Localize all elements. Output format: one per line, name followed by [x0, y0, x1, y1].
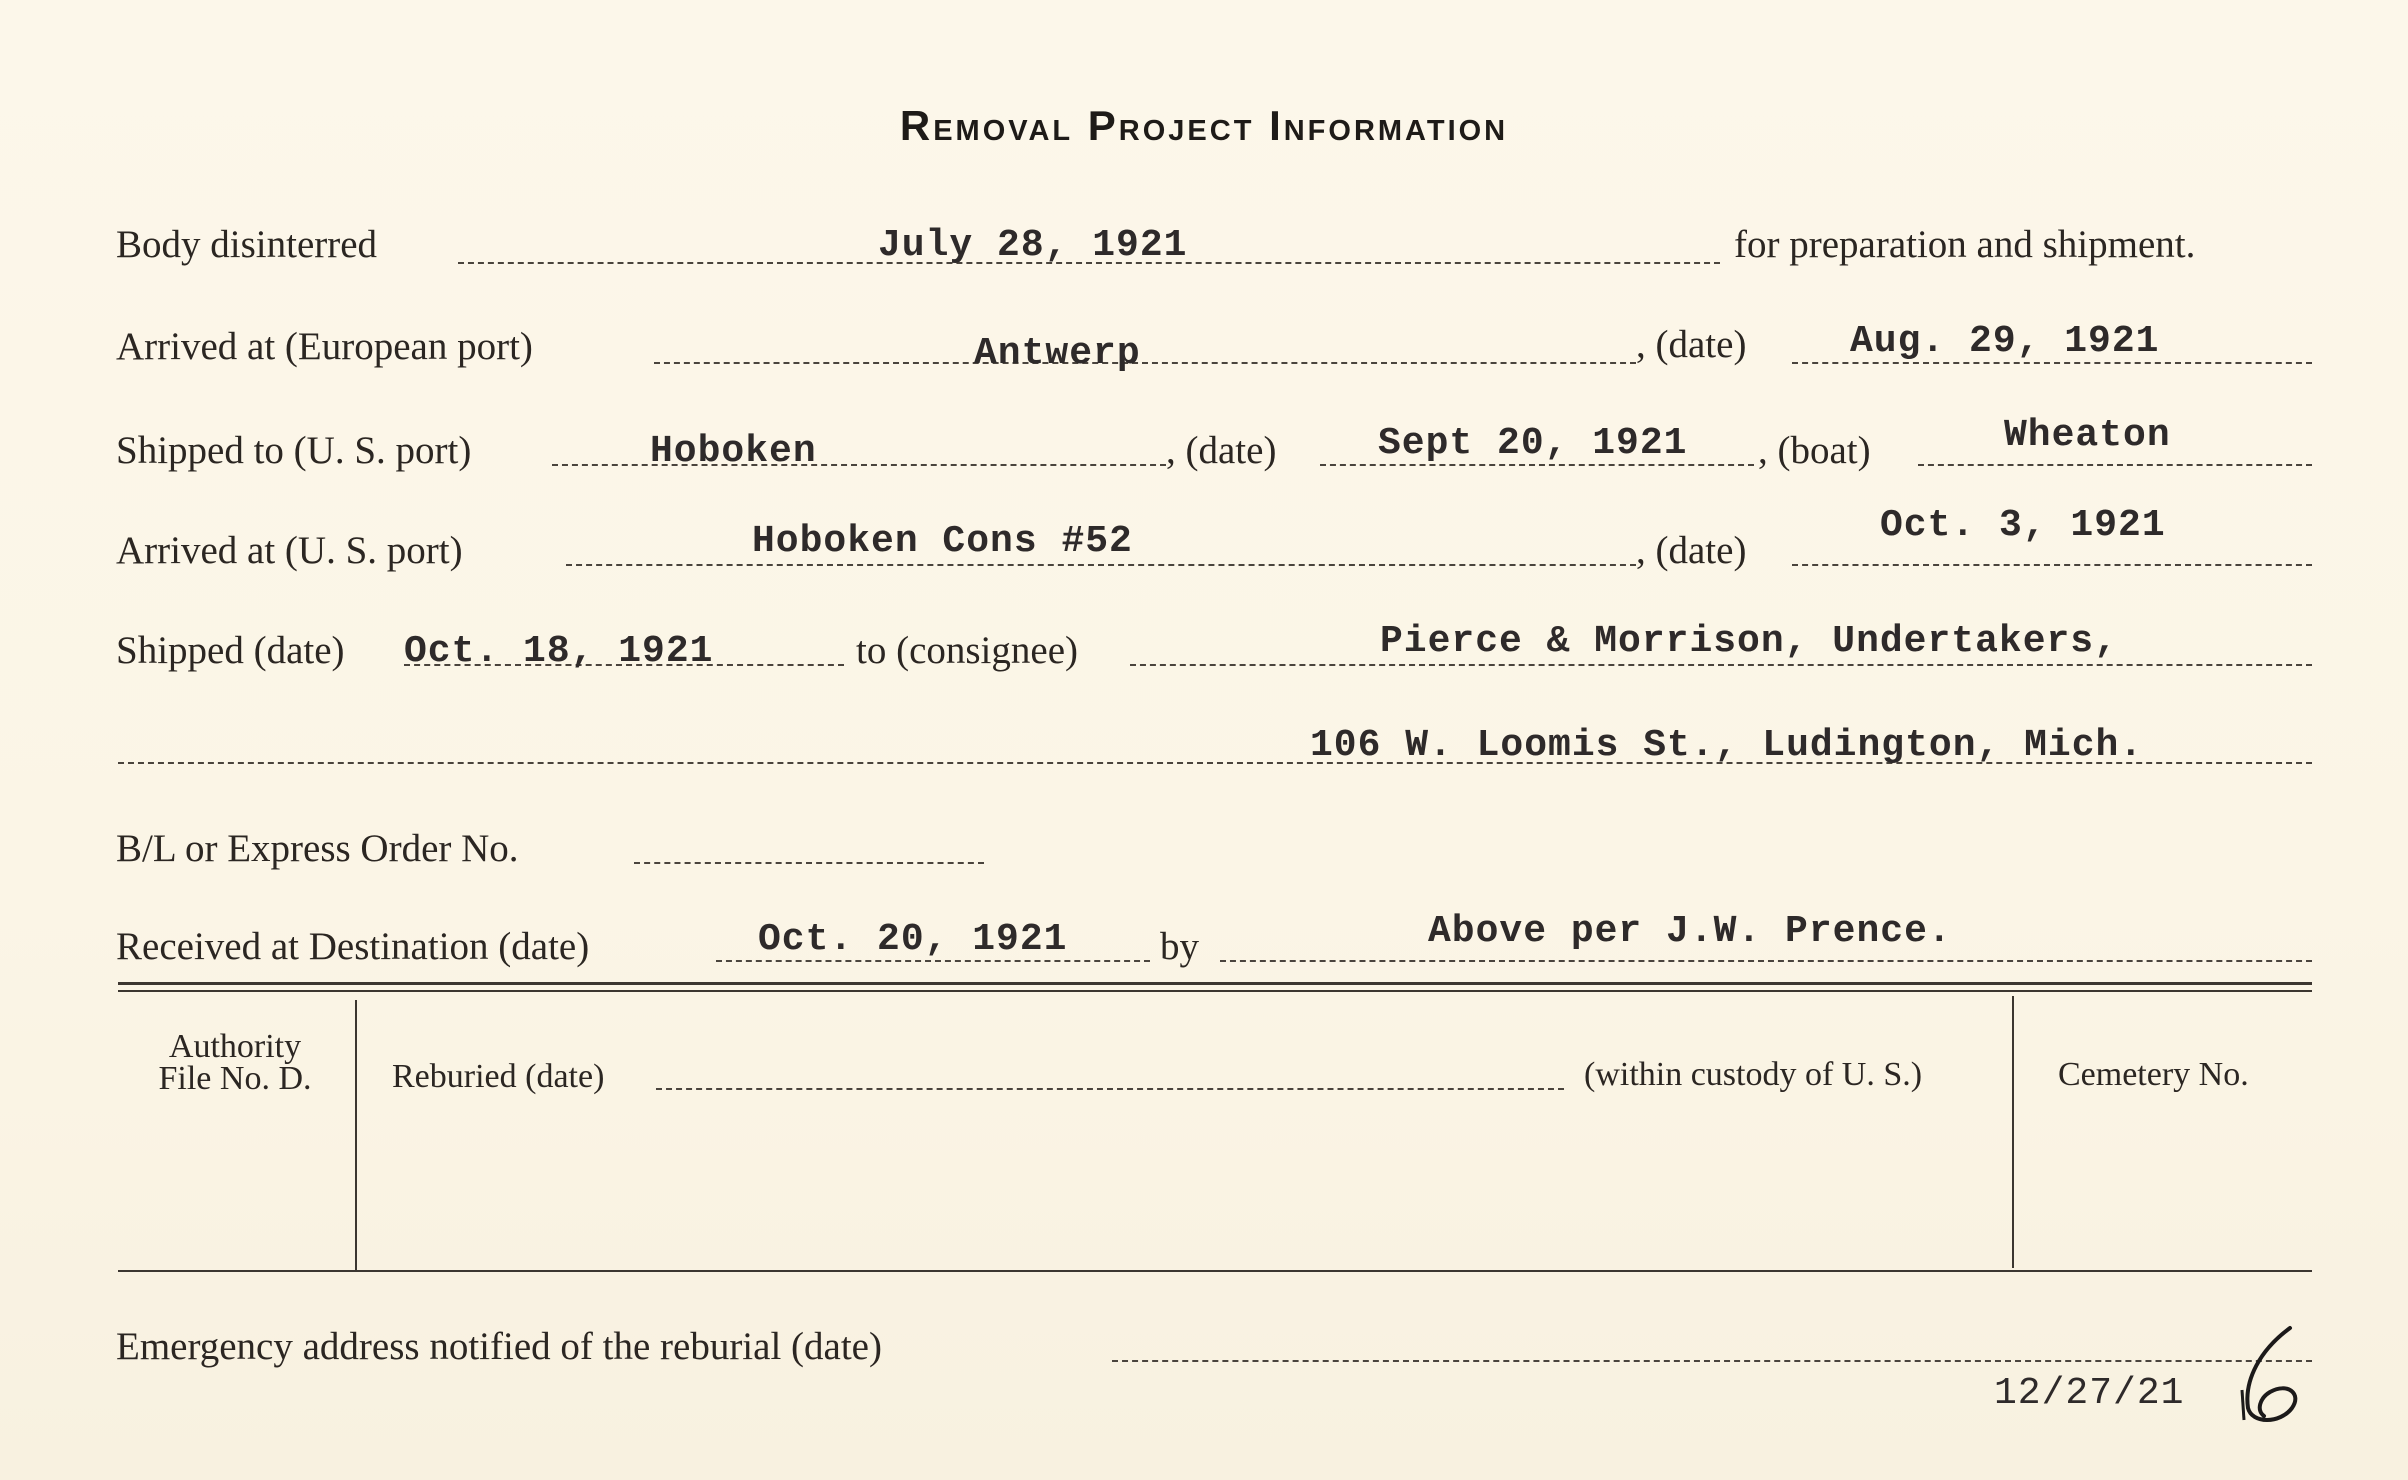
arrived-europe-label: Arrived at (European port): [116, 325, 533, 368]
shipped-date: Oct. 18, 1921: [404, 630, 714, 673]
shipped-us-boat-label: , (boat): [1758, 429, 1871, 472]
shipped-us-label: Shipped to (U. S. port): [116, 429, 472, 472]
consignee-label: to (consignee): [856, 629, 1079, 672]
shipped-us-boat-line: [1918, 464, 2312, 466]
shipped-date-label: Shipped (date): [116, 629, 345, 672]
emergency-line: [1112, 1360, 2312, 1362]
handwritten-mark-icon: [2230, 1320, 2320, 1430]
arrived-us-date-line: [1792, 564, 2312, 566]
reburied-label: Reburied (date): [392, 1058, 605, 1095]
shipped-us-boat: Wheaton: [2004, 414, 2171, 457]
shipped-us-date: Sept 20, 1921: [1378, 422, 1688, 465]
file-no-label: File No. D.: [158, 1060, 312, 1097]
arrived-europe-date-label: , (date): [1636, 323, 1747, 366]
disinterred-suffix: for preparation and shipment.: [1734, 223, 2196, 266]
arrived-us-date: Oct. 3, 1921: [1880, 504, 2166, 547]
consignee-address: 106 W. Loomis St., Ludington, Mich.: [1310, 724, 2144, 767]
card-title: Removal Project Information: [899, 102, 1509, 149]
custody-label: (within custody of U. S.): [1584, 1056, 1923, 1093]
emergency-date: 12/27/21: [1994, 1372, 2185, 1415]
arrived-europe-date: Aug. 29, 1921: [1850, 320, 2160, 363]
arrived-us-port: Hoboken Cons #52: [752, 520, 1133, 563]
received-label: Received at Destination (date): [116, 925, 590, 968]
received-date: Oct. 20, 1921: [758, 918, 1068, 961]
arrived-europe-line: [654, 362, 1636, 364]
handwritten-initial-mark: [2230, 1320, 2320, 1449]
received-by: Above per J.W. Prence.: [1428, 910, 1952, 953]
received-by-line: [1220, 960, 2312, 962]
box-divider-left: [355, 1000, 357, 1270]
shipped-us-date-label: , (date): [1166, 429, 1277, 472]
consignee-name: Pierce & Morrison, Undertakers,: [1380, 620, 2118, 663]
divider-top: [118, 982, 2312, 985]
box-divider-right: [2012, 996, 2014, 1268]
arrived-europe-port: Antwerp: [974, 332, 1141, 375]
cemetery-label: Cemetery No.: [2058, 1056, 2249, 1093]
emergency-label: Emergency address notified of the reburial (date): [116, 1325, 882, 1368]
consignee-line: [1130, 664, 2312, 666]
shipped-us-port: Hoboken: [650, 430, 817, 473]
received-by-label: by: [1160, 925, 1199, 968]
arrived-us-line: [566, 564, 1636, 566]
divider-top-inner: [118, 990, 2312, 992]
authority-label: Authority: [168, 1028, 302, 1065]
arrived-us-date-label: , (date): [1636, 529, 1747, 572]
disinterred-label: Body disinterred: [116, 223, 378, 266]
bl-line: [634, 862, 984, 864]
arrived-us-label: Arrived at (U. S. port): [116, 529, 463, 572]
divider-bottom: [118, 1270, 2312, 1272]
reburied-line: [656, 1088, 1564, 1090]
bl-label: B/L or Express Order No.: [116, 827, 519, 870]
shipped-us-line: [552, 464, 1166, 466]
disinterred-date: July 28, 1921: [878, 224, 1188, 267]
